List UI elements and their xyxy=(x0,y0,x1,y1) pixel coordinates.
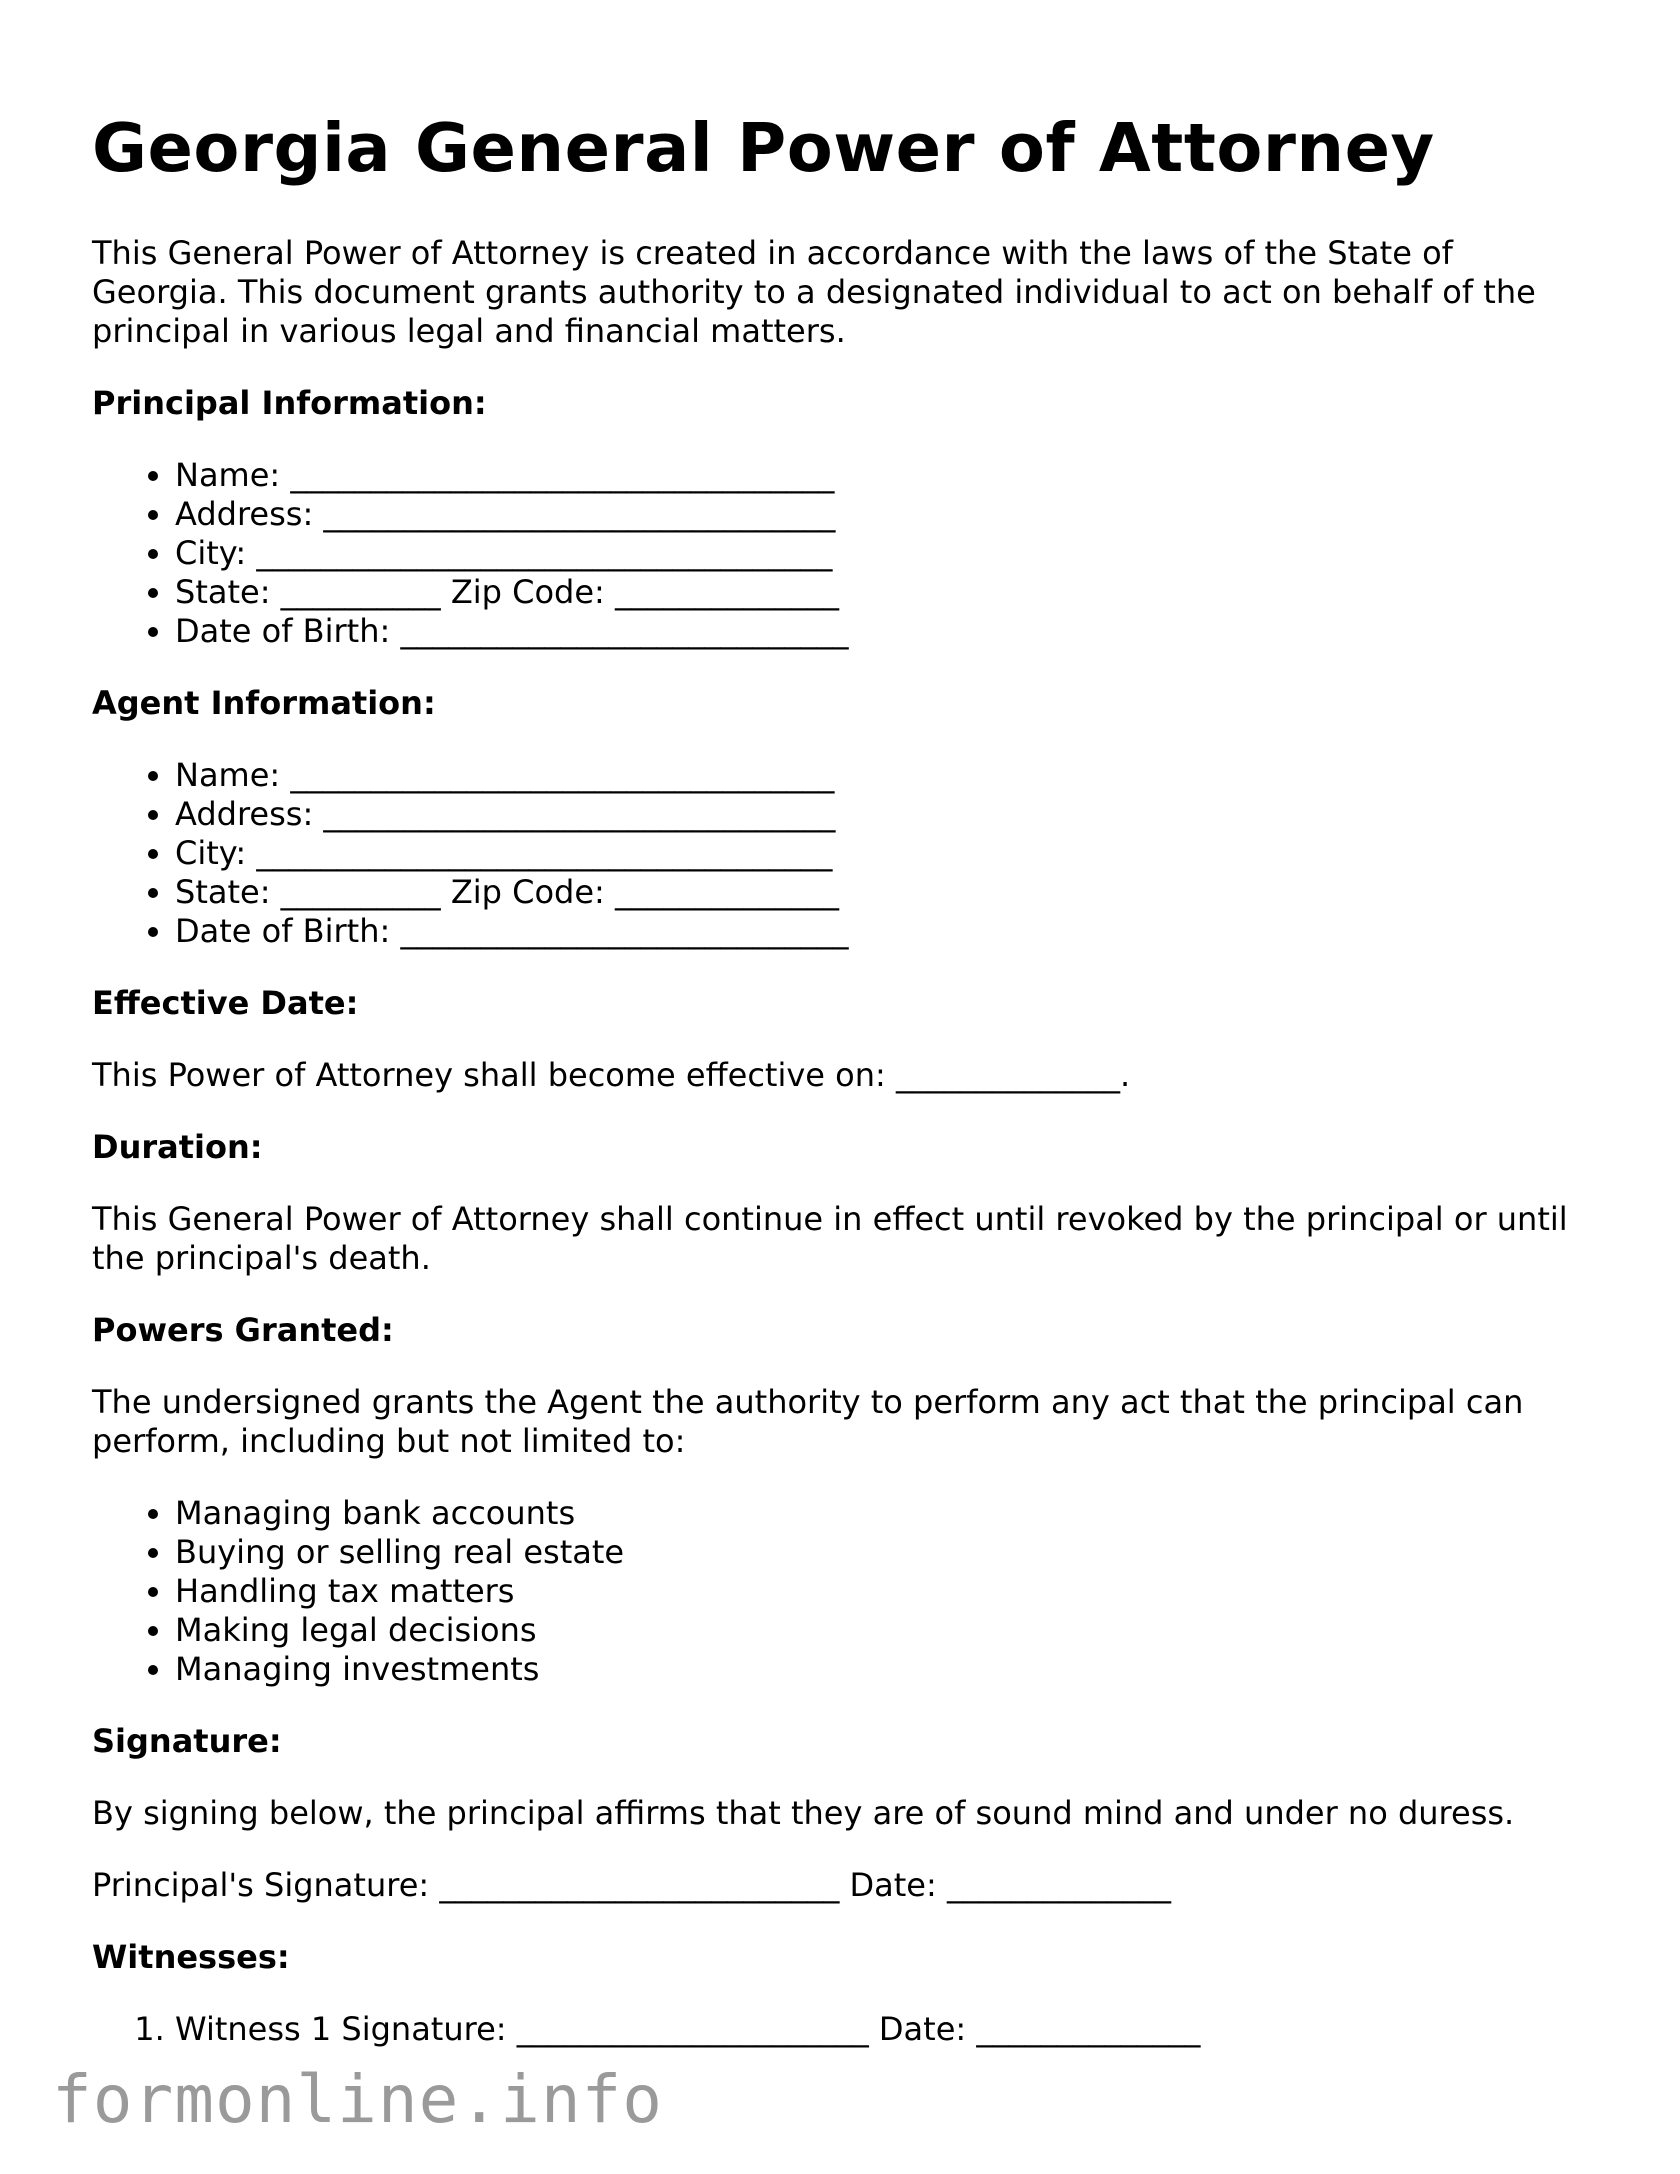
power-item: • Handling tax matters xyxy=(175,1572,1612,1611)
principal-address-item: • Address: ________________________________ xyxy=(175,495,1612,534)
agent-list xyxy=(92,756,1612,951)
principal-state-zip-item: • State: __________ Zip Code: ______________ xyxy=(175,573,1612,612)
principal-heading: Principal Information: xyxy=(92,384,487,422)
duration-heading: Duration: xyxy=(92,1128,263,1166)
signature-heading: Signature: xyxy=(92,1722,282,1760)
intro-paragraph: This General Power of Attorney is created in accordance with the laws of the State of Georgia. This document grants authority to a designated individual to act on behalf of the principal in various legal and financial matters. xyxy=(92,234,1536,350)
agent-name-item: • Name: __________________________________ xyxy=(175,756,1612,795)
document-page xyxy=(92,108,1612,2082)
document-title: Georgia General Power of Attorney xyxy=(92,109,1435,187)
principal-dob-item: • Date of Birth: ____________________________ xyxy=(175,612,1612,651)
powers-list xyxy=(92,1494,1612,1689)
principal-city-item: • City: ____________________________________ xyxy=(175,534,1612,573)
power-item: • Managing investments xyxy=(175,1650,1612,1689)
power-item: • Buying or selling real estate xyxy=(175,1533,1612,1572)
principal-signature-line: Principal's Signature: _________________________ Date: ______________ xyxy=(92,1866,1171,1904)
powers-heading: Powers Granted: xyxy=(92,1311,394,1349)
effective-date-text: This Power of Attorney shall become effective on: ______________. xyxy=(92,1056,1131,1094)
agent-city-item: • City: ____________________________________ xyxy=(175,834,1612,873)
power-item: • Making legal decisions xyxy=(175,1611,1612,1650)
witness-1-signature-item: 1. Witness 1 Signature: ______________________ Date: ______________ xyxy=(175,2010,1612,2049)
agent-address-item: • Address: ________________________________ xyxy=(175,795,1612,834)
watermark: formonline.info xyxy=(52,2061,664,2138)
power-item: • Managing bank accounts xyxy=(175,1494,1612,1533)
witnesses-list xyxy=(92,2010,1612,2049)
witnesses-heading: Witnesses: xyxy=(92,1938,290,1976)
principal-name-item: • Name: __________________________________ xyxy=(175,456,1612,495)
agent-state-zip-item: • State: __________ Zip Code: ______________ xyxy=(175,873,1612,912)
signature-text: By signing below, the principal affirms that they are of sound mind and under no duress. xyxy=(92,1794,1515,1832)
agent-heading: Agent Information: xyxy=(92,684,436,722)
agent-dob-item: • Date of Birth: ____________________________ xyxy=(175,912,1612,951)
principal-list xyxy=(92,456,1612,651)
duration-text: This General Power of Attorney shall continue in effect until revoked by the principal or until the principal's death. xyxy=(92,1200,1568,1277)
powers-text: The undersigned grants the Agent the authority to perform any act that the principal can perform, including but not limited to: xyxy=(92,1383,1524,1460)
effective-date-heading: Effective Date: xyxy=(92,984,359,1022)
